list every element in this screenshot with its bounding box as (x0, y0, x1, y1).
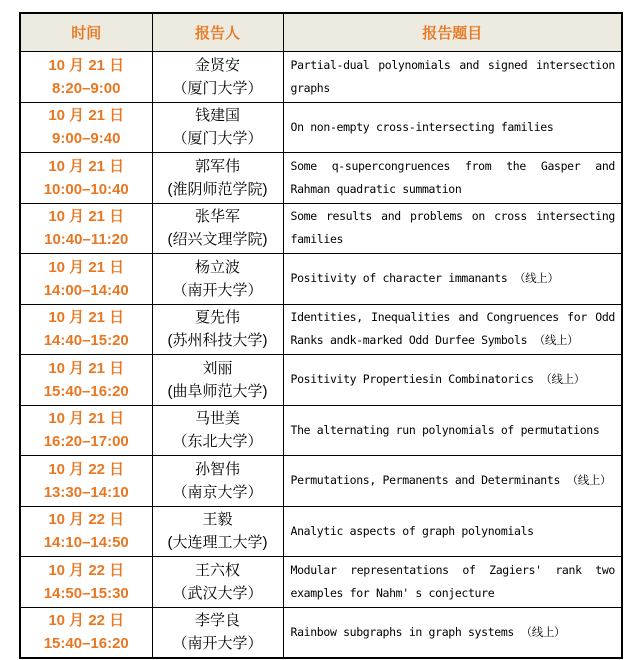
talk-title: The alternating run polynomials of permutations (290, 422, 600, 437)
time-cell (20, 355, 152, 406)
session-date: 10 月 21 日 (48, 208, 125, 226)
table-row (20, 254, 622, 305)
speaker-cell (152, 607, 283, 658)
table-row (20, 304, 622, 355)
table-row (20, 52, 622, 103)
speaker-affiliation: （武汉大学） (172, 584, 263, 602)
time-cell (20, 153, 152, 204)
speaker-name: 孙智伟 (194, 460, 240, 478)
speaker-cell (152, 557, 283, 608)
speaker-affiliation: （南开大学） (172, 635, 263, 653)
talk-title-cell (283, 607, 622, 658)
table-row (20, 557, 622, 608)
time-cell (20, 102, 152, 153)
talk-title: Some results and problems on cross intersecting families (290, 209, 615, 247)
table-row (20, 506, 622, 557)
speaker-affiliation: (苏州科技大学) (167, 332, 268, 350)
time-cell (20, 254, 152, 305)
talk-title-cell (283, 506, 622, 557)
time-cell (20, 52, 152, 103)
session-time: 8:20–9:00 (52, 79, 121, 97)
talk-title-cell (283, 355, 622, 406)
session-date: 10 月 21 日 (48, 410, 125, 428)
talk-title: Identities, Inequalities and Congruences for Odd Ranks andk-marked Odd Durfee Symbols （线上） (290, 310, 615, 348)
speaker-name: 马世美 (194, 410, 240, 428)
header-talk-title: 报告题目 (283, 13, 622, 52)
table-row (20, 203, 622, 254)
speaker-cell (152, 506, 283, 557)
speaker-affiliation: （厦门大学） (172, 79, 263, 97)
session-date: 10 月 22 日 (48, 460, 125, 478)
session-date: 10 月 22 日 (48, 561, 125, 579)
table-row (20, 405, 622, 456)
session-date: 10 月 21 日 (48, 258, 125, 276)
talk-title-cell (283, 405, 622, 456)
session-date: 10 月 21 日 (48, 107, 125, 125)
speaker-cell (152, 102, 283, 153)
session-time: 14:40–15:20 (43, 332, 129, 350)
talk-title: Some q-supercongruences from the Gasper and Rahman quadratic summation (290, 158, 615, 196)
speaker-name: 夏先伟 (194, 309, 240, 327)
time-cell (20, 203, 152, 254)
time-cell (20, 557, 152, 608)
speaker-name: 郭军伟 (194, 157, 240, 175)
session-date: 10 月 21 日 (48, 56, 125, 74)
talk-title-cell (283, 203, 622, 254)
table-row (20, 607, 622, 658)
talk-title: Permutations, Permanents and Determinants （线上） (290, 473, 612, 488)
speaker-cell (152, 355, 283, 406)
speaker-affiliation: （南京大学） (172, 483, 263, 501)
session-time: 13:30–14:10 (43, 483, 129, 501)
session-date: 10 月 22 日 (48, 612, 125, 630)
session-time: 10:00–10:40 (43, 180, 129, 198)
speaker-affiliation: (曲阜师范大学) (167, 382, 268, 400)
talk-title-cell (283, 52, 622, 103)
talk-title-cell (283, 557, 622, 608)
talk-title: Rainbow subgraphs in graph systems （线上） (290, 624, 566, 639)
time-cell (20, 304, 152, 355)
talk-title-cell (283, 254, 622, 305)
speaker-affiliation: (淮阴师范学院) (167, 180, 268, 198)
header-row (20, 13, 622, 52)
session-time: 16:20–17:00 (43, 433, 129, 451)
session-time: 10:40–11:20 (44, 231, 129, 249)
session-date: 10 月 22 日 (48, 511, 125, 529)
speaker-cell (152, 304, 283, 355)
speaker-cell (152, 203, 283, 254)
table-row (20, 355, 622, 406)
session-time: 14:00–14:40 (43, 281, 129, 299)
speaker-affiliation: (大连理工大学) (167, 534, 268, 552)
talk-title-cell (283, 102, 622, 153)
speaker-name: 杨立波 (194, 258, 240, 276)
time-cell (20, 607, 152, 658)
session-time: 14:50–15:30 (43, 584, 129, 602)
talk-title-cell (283, 153, 622, 204)
session-date: 10 月 21 日 (48, 359, 125, 377)
speaker-name: 王毅 (202, 511, 233, 529)
talk-title-cell (283, 304, 622, 355)
speaker-cell (152, 52, 283, 103)
speaker-cell (152, 254, 283, 305)
header-time: 时间 (20, 13, 152, 52)
speaker-cell (152, 456, 283, 507)
talk-title: Analytic aspects of graph polynomials (290, 523, 534, 538)
speaker-affiliation: （厦门大学） (172, 130, 263, 148)
talk-title-cell (283, 456, 622, 507)
speaker-name: 刘丽 (202, 359, 233, 377)
session-time: 15:40–16:20 (43, 382, 129, 400)
talk-title: On non-empty cross-intersecting families (290, 119, 554, 134)
time-cell (20, 456, 152, 507)
talk-title: Modular representations of Zagiers' rank two examples for Nahm' s conjecture (290, 562, 615, 600)
speaker-name: 张华军 (194, 208, 240, 226)
session-date: 10 月 21 日 (48, 157, 125, 175)
speaker-affiliation: （东北大学） (172, 433, 263, 451)
talk-title: Positivity of character immanants （线上） (290, 271, 559, 286)
talk-title: Positivity Propertiesin Combinatorics （线上） (290, 372, 585, 387)
time-cell (20, 506, 152, 557)
speaker-affiliation: （南开大学） (172, 281, 263, 299)
session-time: 14:10–14:50 (43, 534, 129, 552)
speaker-name: 王六权 (194, 561, 240, 579)
speaker-name: 金贤安 (194, 56, 240, 74)
header-speaker: 报告人 (152, 13, 283, 52)
time-cell (20, 405, 152, 456)
table-row (20, 102, 622, 153)
schedule-table-body (20, 52, 622, 659)
speaker-name: 李学良 (194, 612, 240, 630)
table-row (20, 456, 622, 507)
talk-title: Partial-dual polynomials and signed intersection graphs (290, 57, 615, 95)
schedule-table (19, 12, 623, 659)
session-time: 9:00–9:40 (52, 130, 121, 148)
speaker-cell (152, 153, 283, 204)
table-row (20, 153, 622, 204)
session-date: 10 月 21 日 (48, 309, 125, 327)
speaker-cell (152, 405, 283, 456)
speaker-affiliation: (绍兴文理学院) (167, 231, 268, 249)
speaker-name: 钱建国 (194, 107, 240, 125)
session-time: 15:40–16:20 (43, 635, 129, 653)
